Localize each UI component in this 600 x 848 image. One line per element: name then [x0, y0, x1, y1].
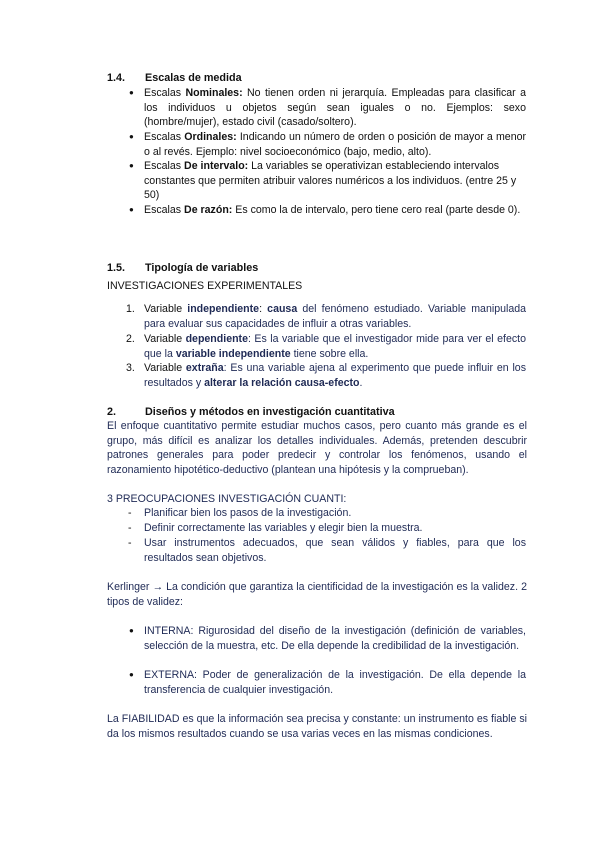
bullet-icon: ●	[129, 132, 134, 141]
bullet-intervalo: Escalas De intervalo: La variables se operativizan estableciendo intervalos constantes que permiten atribuir valores numéricos a los individuos. (entre 25 y 50)	[144, 160, 517, 202]
bullet-icon: ●	[129, 88, 134, 97]
concerns-title: 3 PREOCUPACIONES INVESTIGACIÓN CUANTI:	[107, 493, 347, 505]
section-2-number: 2.	[107, 406, 117, 418]
validity-externa: EXTERNA: Poder de generalización de la investigación. De ella depende la transferencia de cualquier investigación.	[144, 669, 526, 696]
item-dependiente: Variable dependiente: Es la variable que el investigador mide para ver el efecto que la variable independiente tiene sobre ella.	[144, 333, 526, 360]
section-1-5-title: Tipología de variables	[145, 262, 259, 274]
bullet-icon: ●	[129, 670, 134, 679]
bullet-icon: ●	[129, 205, 134, 214]
bullet-icon: ●	[129, 626, 134, 635]
bullet-icon: ●	[129, 161, 134, 170]
kerlinger-paragraph: Kerlinger → La condición que garantiza la cientificidad de la investigación es la validez. 2 tipos de validez:	[107, 581, 527, 608]
concern-item: Planificar bien los pasos de la investigación.	[144, 507, 352, 519]
section-2-title: Diseños y métodos en investigación cuantitativa	[145, 406, 395, 418]
item-number: 1.	[126, 303, 135, 315]
bullet-ordinales: Escalas Ordinales: Indicando un número de orden o posición de mayor a menor o al revés. Ejemplo: nivel socioeconómico (bajo, medio, alto).	[144, 131, 527, 158]
item-number: 3.	[126, 362, 135, 374]
item-independiente: Variable independiente: causa del fenómeno estudiado. Variable manipulada para evaluar sus capacidades de influir a otras variables.	[144, 303, 527, 330]
concern-item: Usar instrumentos adecuados, que sean válidos y fiables, para que los resultados sean objetivos.	[144, 537, 526, 564]
section-1-4-number: 1.4.	[107, 72, 126, 84]
dash-marker: -	[128, 537, 132, 549]
validity-interna: INTERNA: Rigurosidad del diseño de la investigación (definición de variables, selección de la muestra, etc. De ella depende la credibilidad de la investigación.	[144, 625, 526, 652]
section-2-intro: El enfoque cuantitativo permite estudiar muchos casos, pero cuanto más grande es el grupo, más difícil es analizar los detalles individuales. Además, pretenden descubrir patrones generales para poder predecir y controlar los fenómenos, usando el razonamiento hipotético-deductivo (plantean una hipótesis y la comprueban).	[107, 420, 527, 476]
section-1-5-number: 1.5.	[107, 262, 126, 274]
section-1-4-title: Escalas de medida	[145, 72, 242, 84]
section-1-5-subtitle: INVESTIGACIONES EXPERIMENTALES	[107, 280, 303, 292]
bullet-razon: Escalas De razón: Es como la de intervalo, pero tiene cero real (parte desde 0).	[144, 204, 521, 216]
fiabilidad-paragraph: La FIABILIDAD es que la información sea precisa y constante: un instrumento es fiable si da los mismos resultados cuando se usa varias veces en las mismas condiciones.	[107, 713, 527, 740]
item-extrana: Variable extraña: Es una variable ajena al experimento que puede influir en los resultados y alterar la relación causa-efecto.	[144, 362, 526, 389]
bullet-nominales: Escalas Nominales: No tienen orden ni jerarquía. Empleadas para clasificar a los individuos u objetos según sean iguales o no. Ejemplos: sexo (hombre/mujer), estado civil (casado/soltero).	[144, 87, 526, 129]
dash-marker: -	[128, 522, 132, 534]
item-number: 2.	[126, 333, 135, 345]
concern-item: Definir correctamente las variables y elegir bien la muestra.	[144, 522, 423, 534]
dash-marker: -	[128, 507, 132, 519]
